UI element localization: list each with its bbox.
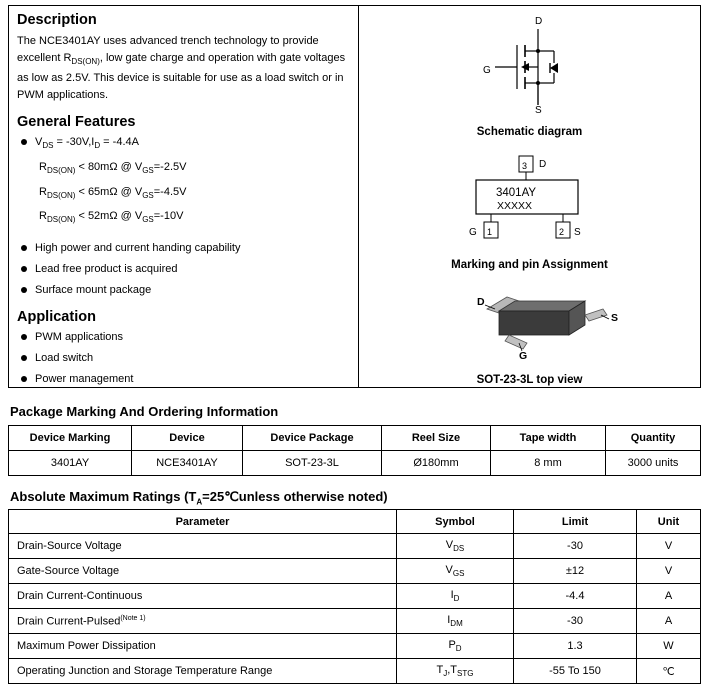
cell-limit: -30 — [514, 534, 637, 559]
svg-text:1: 1 — [487, 227, 493, 237]
rds-line: $R_{DS(ON)} < 80m\Omega$ @ $V_{GS}=-2.5V$ — [39, 161, 187, 176]
cell-parameter: Gate-Source Voltage — [9, 559, 397, 584]
list-item: Lead free product is acquired — [17, 262, 350, 276]
cell-unit: V — [637, 559, 701, 584]
list-item: Surface mount package — [17, 283, 350, 297]
list-item: High power and current handing capability — [17, 241, 350, 255]
column-header: Parameter — [9, 510, 397, 534]
table-row — [9, 534, 701, 559]
svg-text:G: G — [483, 65, 491, 76]
cell-limit: ±12 — [514, 559, 637, 584]
marking-caption: Marking and pin Assignment — [451, 259, 608, 271]
column-header: Limit — [514, 510, 637, 534]
column-header: Device Marking — [9, 426, 132, 451]
column-header: Symbol — [397, 510, 514, 534]
general-features-heading: General Features — [17, 114, 136, 131]
cell-symbol: $V_{GS}$ — [397, 559, 514, 584]
cell-device: NCE3401AY — [132, 451, 243, 476]
general-features-first-list — [17, 135, 350, 153]
general-features-list — [17, 241, 350, 297]
cell-unit: A — [637, 584, 701, 609]
svg-text:XXXXX: XXXXX — [497, 200, 533, 212]
svg-text:G: G — [469, 227, 477, 238]
cell-unit: V — [637, 534, 701, 559]
package-table-title: Package Marking And Ordering Information — [10, 404, 279, 419]
svg-text:S: S — [574, 227, 581, 238]
cell-parameter: Drain Current-Continuous — [9, 584, 397, 609]
column-header: Device Package — [243, 426, 382, 451]
table-row — [9, 634, 701, 659]
cell-tape-width: 8 mm — [491, 451, 606, 476]
svg-text:D: D — [539, 159, 547, 170]
cell-unit: ℃ — [637, 659, 701, 684]
application-heading: Application — [17, 308, 96, 325]
column-header: Tape width — [491, 426, 606, 451]
cell-limit: 1.3 — [514, 634, 637, 659]
column-header: Unit — [637, 510, 701, 534]
rds-line: $R_{DS(ON)} < 65m\Omega$ @ $V_{GS}=-4.5V$ — [39, 185, 187, 200]
package-marking-table — [8, 425, 701, 476]
table-row — [9, 659, 701, 684]
cell-symbol: $V_{DS}$ — [397, 534, 514, 559]
cell-device-marking: 3401AY — [9, 451, 132, 476]
cell-limit: -4.4 — [514, 584, 637, 609]
list-item: $V_{DS} = -30V,I_D = -4.4A$ — [17, 135, 350, 153]
column-header: Quantity — [606, 426, 701, 451]
cell-unit: W — [637, 634, 701, 659]
svg-text:3: 3 — [522, 161, 528, 171]
cell-reel-size: Ø180mm — [382, 451, 491, 476]
cell-limit: -30 — [514, 609, 637, 634]
table-row — [9, 451, 701, 476]
marking-figure — [359, 148, 700, 248]
cell-parameter: Drain Current-Pulsed$^{(Note 1)}$ — [9, 609, 397, 634]
svg-text:2: 2 — [559, 227, 565, 237]
application-list — [17, 330, 350, 386]
cell-parameter: Drain-Source Voltage — [9, 534, 397, 559]
ratings-table-title: Absolute Maximum Ratings ($T_A=25℃unless$ otherwise noted) — [10, 489, 388, 507]
list-item: Load switch — [17, 351, 350, 365]
rds-line: $R_{DS(ON)} < 52m\Omega$ @ $V_{GS}=-10V$ — [39, 209, 184, 224]
cell-parameter: Operating Junction and Storage Temperature Range — [9, 659, 397, 684]
top-info-box — [8, 5, 701, 388]
package-figure — [359, 281, 700, 371]
absolute-maximum-ratings-table — [8, 509, 701, 684]
right-figure-column — [359, 6, 700, 387]
cell-limit: -55 To 150 — [514, 659, 637, 684]
package-caption: SOT-23-3L top view — [476, 374, 583, 386]
list-item: PWM applications — [17, 330, 350, 344]
cell-device-package: SOT-23-3L — [243, 451, 382, 476]
description-heading: Description — [17, 12, 97, 28]
cell-symbol: $I_{DM}$ — [397, 609, 514, 634]
cell-quantity: 3000 units — [606, 451, 701, 476]
table-row — [9, 559, 701, 584]
svg-text:3401AY: 3401AY — [496, 187, 537, 199]
svg-text:S: S — [611, 312, 619, 324]
table-header-row — [9, 426, 701, 451]
left-text-column — [9, 6, 359, 387]
cell-symbol: $T_J,T_{STG}$ — [397, 659, 514, 684]
table-row — [9, 609, 701, 634]
svg-text:D: D — [535, 16, 543, 27]
column-header: Reel Size — [382, 426, 491, 451]
svg-text:S: S — [535, 105, 542, 116]
schematic-caption: Schematic diagram — [476, 126, 583, 138]
description-body: The NCE3401AY uses advanced trench technology to provide excellent $R_{DS(ON)}$, low gate charge and operation with gate voltages as low as 2.5V. This device is suitable for use as a load switch or in PWM applications. — [17, 35, 346, 101]
cell-unit: A — [637, 609, 701, 634]
table-header-row — [9, 510, 701, 534]
cell-parameter: Maximum Power Dissipation — [9, 634, 397, 659]
list-item: Power management — [17, 372, 350, 386]
svg-text:D: D — [477, 296, 485, 308]
table-row — [9, 584, 701, 609]
cell-symbol: $P_D$ — [397, 634, 514, 659]
cell-symbol: $I_D$ — [397, 584, 514, 609]
svg-text:G: G — [519, 350, 528, 362]
schematic-figure — [359, 11, 700, 116]
column-header: Device — [132, 426, 243, 451]
